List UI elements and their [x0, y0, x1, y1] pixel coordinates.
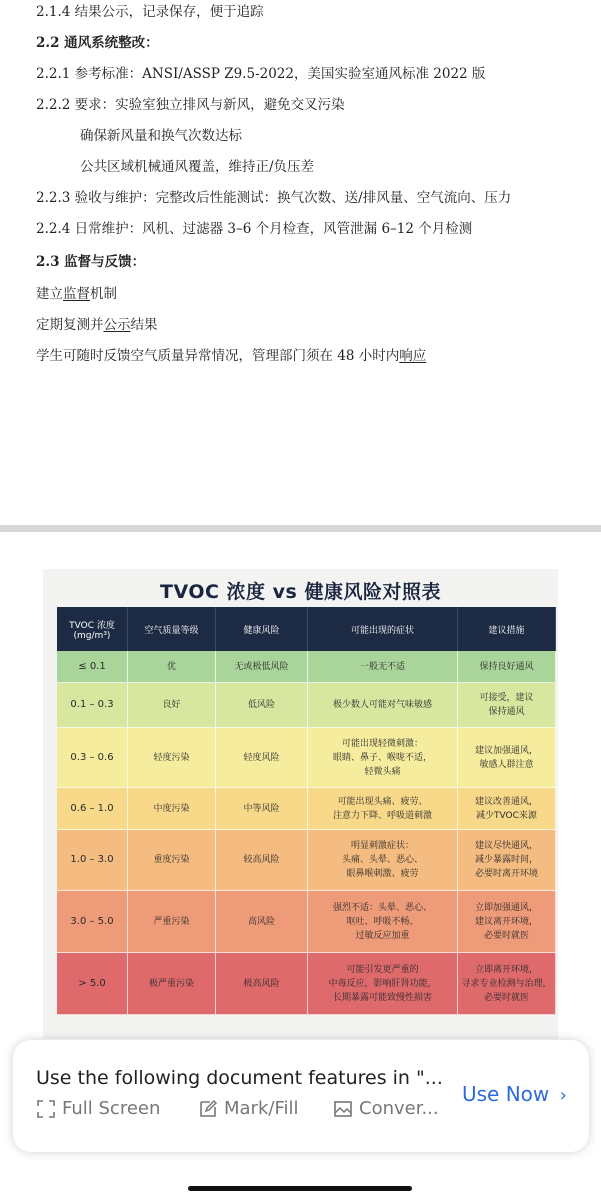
- header-advice: 建议措施: [458, 607, 556, 651]
- cell-concentration: 0.3 – 0.6: [57, 728, 128, 788]
- cell-advice: 建议改善通风， 减少TVOC来源: [458, 788, 556, 830]
- cell-advice: 立即加强通风， 建议离开环境， 必要时就医: [458, 891, 556, 953]
- cell-symptoms: 可能出现轻微刺激： 眼睛、鼻子、喉咙不适， 轻微头痛: [308, 728, 458, 788]
- cell-grade: 重度污染: [128, 830, 216, 891]
- doc-line: 2.2.3 验收与维护：完整改后性能测试：换气次数、送/排风量、空气流向、压力: [36, 190, 512, 206]
- mark-fill-button[interactable]: [198, 1098, 299, 1119]
- doc-line: 2.2.2 要求：实验室独立排风与新风，避免交叉污染: [36, 97, 345, 113]
- cell-advice: 立即离开环境， 寻求专业检测与治理， 必要时就医: [458, 953, 556, 1015]
- table-title: TVOC 浓度 vs 健康风险对照表: [160, 581, 441, 603]
- cell-concentration: 3.0 – 5.0: [57, 891, 128, 953]
- document-page: [0, 0, 601, 525]
- cell-risk: 中等风险: [216, 788, 308, 830]
- cell-concentration: 1.0 – 3.0: [57, 830, 128, 891]
- doc-line: 确保新风量和换气次数达标: [80, 128, 242, 144]
- cell-symptoms: 强烈不适：头晕、恶心、 呕吐、呼吸不畅、 过敏反应加重: [308, 891, 458, 953]
- cell-symptoms: 一般无不适: [308, 651, 458, 683]
- doc-line-feedback: 学生可随时反馈空气质量异常情况，管理部门须在 48 小时内响应: [36, 348, 427, 364]
- edit-icon: [198, 1099, 218, 1119]
- cell-advice: 保持良好通风: [458, 651, 556, 683]
- cell-symptoms: 明显刺激症状： 头痛、头晕、恶心、 眼鼻喉刺激、疲劳: [308, 830, 458, 891]
- table-row: [43, 891, 558, 953]
- section-heading: 2.3 监督与反馈：: [36, 254, 146, 270]
- mark-fill-label: Mark/Fill: [224, 1098, 299, 1119]
- use-now-label: Use Now: [462, 1082, 550, 1106]
- header-grade: 空气质量等级: [128, 607, 216, 651]
- convert-button[interactable]: [333, 1098, 439, 1119]
- header-symptoms: 可能出现的症状: [308, 607, 458, 651]
- header-concentration: TVOC 浓度 (mg/m³): [57, 607, 128, 651]
- convert-label: Conver...: [359, 1098, 439, 1119]
- cell-advice: 建议加强通风， 敏感人群注意: [458, 728, 556, 788]
- cell-grade: 优: [128, 651, 216, 683]
- expand-icon: [36, 1099, 56, 1119]
- header-risk: 健康风险: [216, 607, 308, 651]
- cell-symptoms: 可能引发更严重的 中毒反应，影响肝肾功能， 长期暴露可能致慢性损害: [308, 953, 458, 1015]
- cell-concentration: 0.6 – 1.0: [57, 788, 128, 830]
- cell-risk: 无或极低风险: [216, 651, 308, 683]
- cell-concentration: > 5.0: [57, 953, 128, 1015]
- cell-risk: 极高风险: [216, 953, 308, 1015]
- cell-risk: 轻度风险: [216, 728, 308, 788]
- cell-advice: 建议尽快通风， 减少暴露时间， 必要时离开环境: [458, 830, 556, 891]
- cell-risk: 低风险: [216, 683, 308, 728]
- cell-grade: 严重污染: [128, 891, 216, 953]
- doc-line-recheck: 定期复测并公示结果: [36, 317, 158, 333]
- page-divider: [0, 525, 601, 532]
- doc-line-build: 建立监督机制: [36, 286, 117, 302]
- full-screen-button[interactable]: [36, 1098, 160, 1119]
- table-row: [43, 683, 558, 728]
- table-row: [43, 953, 558, 1015]
- cell-advice: 可接受，建议 保持通风: [458, 683, 556, 728]
- cell-symptoms: 可能出现头痛、疲劳、 注意力下降、呼吸道刺激: [308, 788, 458, 830]
- table-row: [43, 728, 558, 788]
- cell-concentration: 0.1 – 0.3: [57, 683, 128, 728]
- doc-line: 2.2.4 日常维护：风机、过滤器 3–6 个月检查，风管泄漏 6–12 个月检测: [36, 221, 473, 237]
- cell-grade: 轻度污染: [128, 728, 216, 788]
- image-icon: [333, 1099, 353, 1119]
- full-screen-label: Full Screen: [62, 1098, 161, 1119]
- section-heading: 2.2 通风系统整改：: [36, 35, 159, 51]
- cell-concentration: ≤ 0.1: [57, 651, 128, 683]
- table-row: [43, 788, 558, 830]
- cell-grade: 良好: [128, 683, 216, 728]
- use-now-button[interactable]: [462, 1082, 567, 1106]
- table-row: [43, 830, 558, 891]
- popup-message: Use the following document features in "...: [36, 1067, 443, 1089]
- table-row: [43, 651, 558, 683]
- tvoc-table-image: [43, 569, 558, 1039]
- home-indicator[interactable]: [188, 1186, 412, 1191]
- cell-grade: 极严重污染: [128, 953, 216, 1015]
- chevron-right-icon: ›: [559, 1085, 567, 1106]
- cell-grade: 中度污染: [128, 788, 216, 830]
- cell-risk: 较高风险: [216, 830, 308, 891]
- doc-line: 2.2.1 参考标准：ANSI/ASSP Z9.5-2022，美国实验室通风标准 2022 版: [36, 66, 486, 82]
- doc-line: 2.1.4 结果公示，记录保存，便于追踪: [36, 4, 264, 20]
- cell-risk: 高风险: [216, 891, 308, 953]
- cell-symptoms: 极少数人可能对气味敏感: [308, 683, 458, 728]
- feature-popup[interactable]: [13, 1040, 589, 1152]
- doc-line: 公共区域机械通风覆盖，维持正/负压差: [80, 159, 315, 175]
